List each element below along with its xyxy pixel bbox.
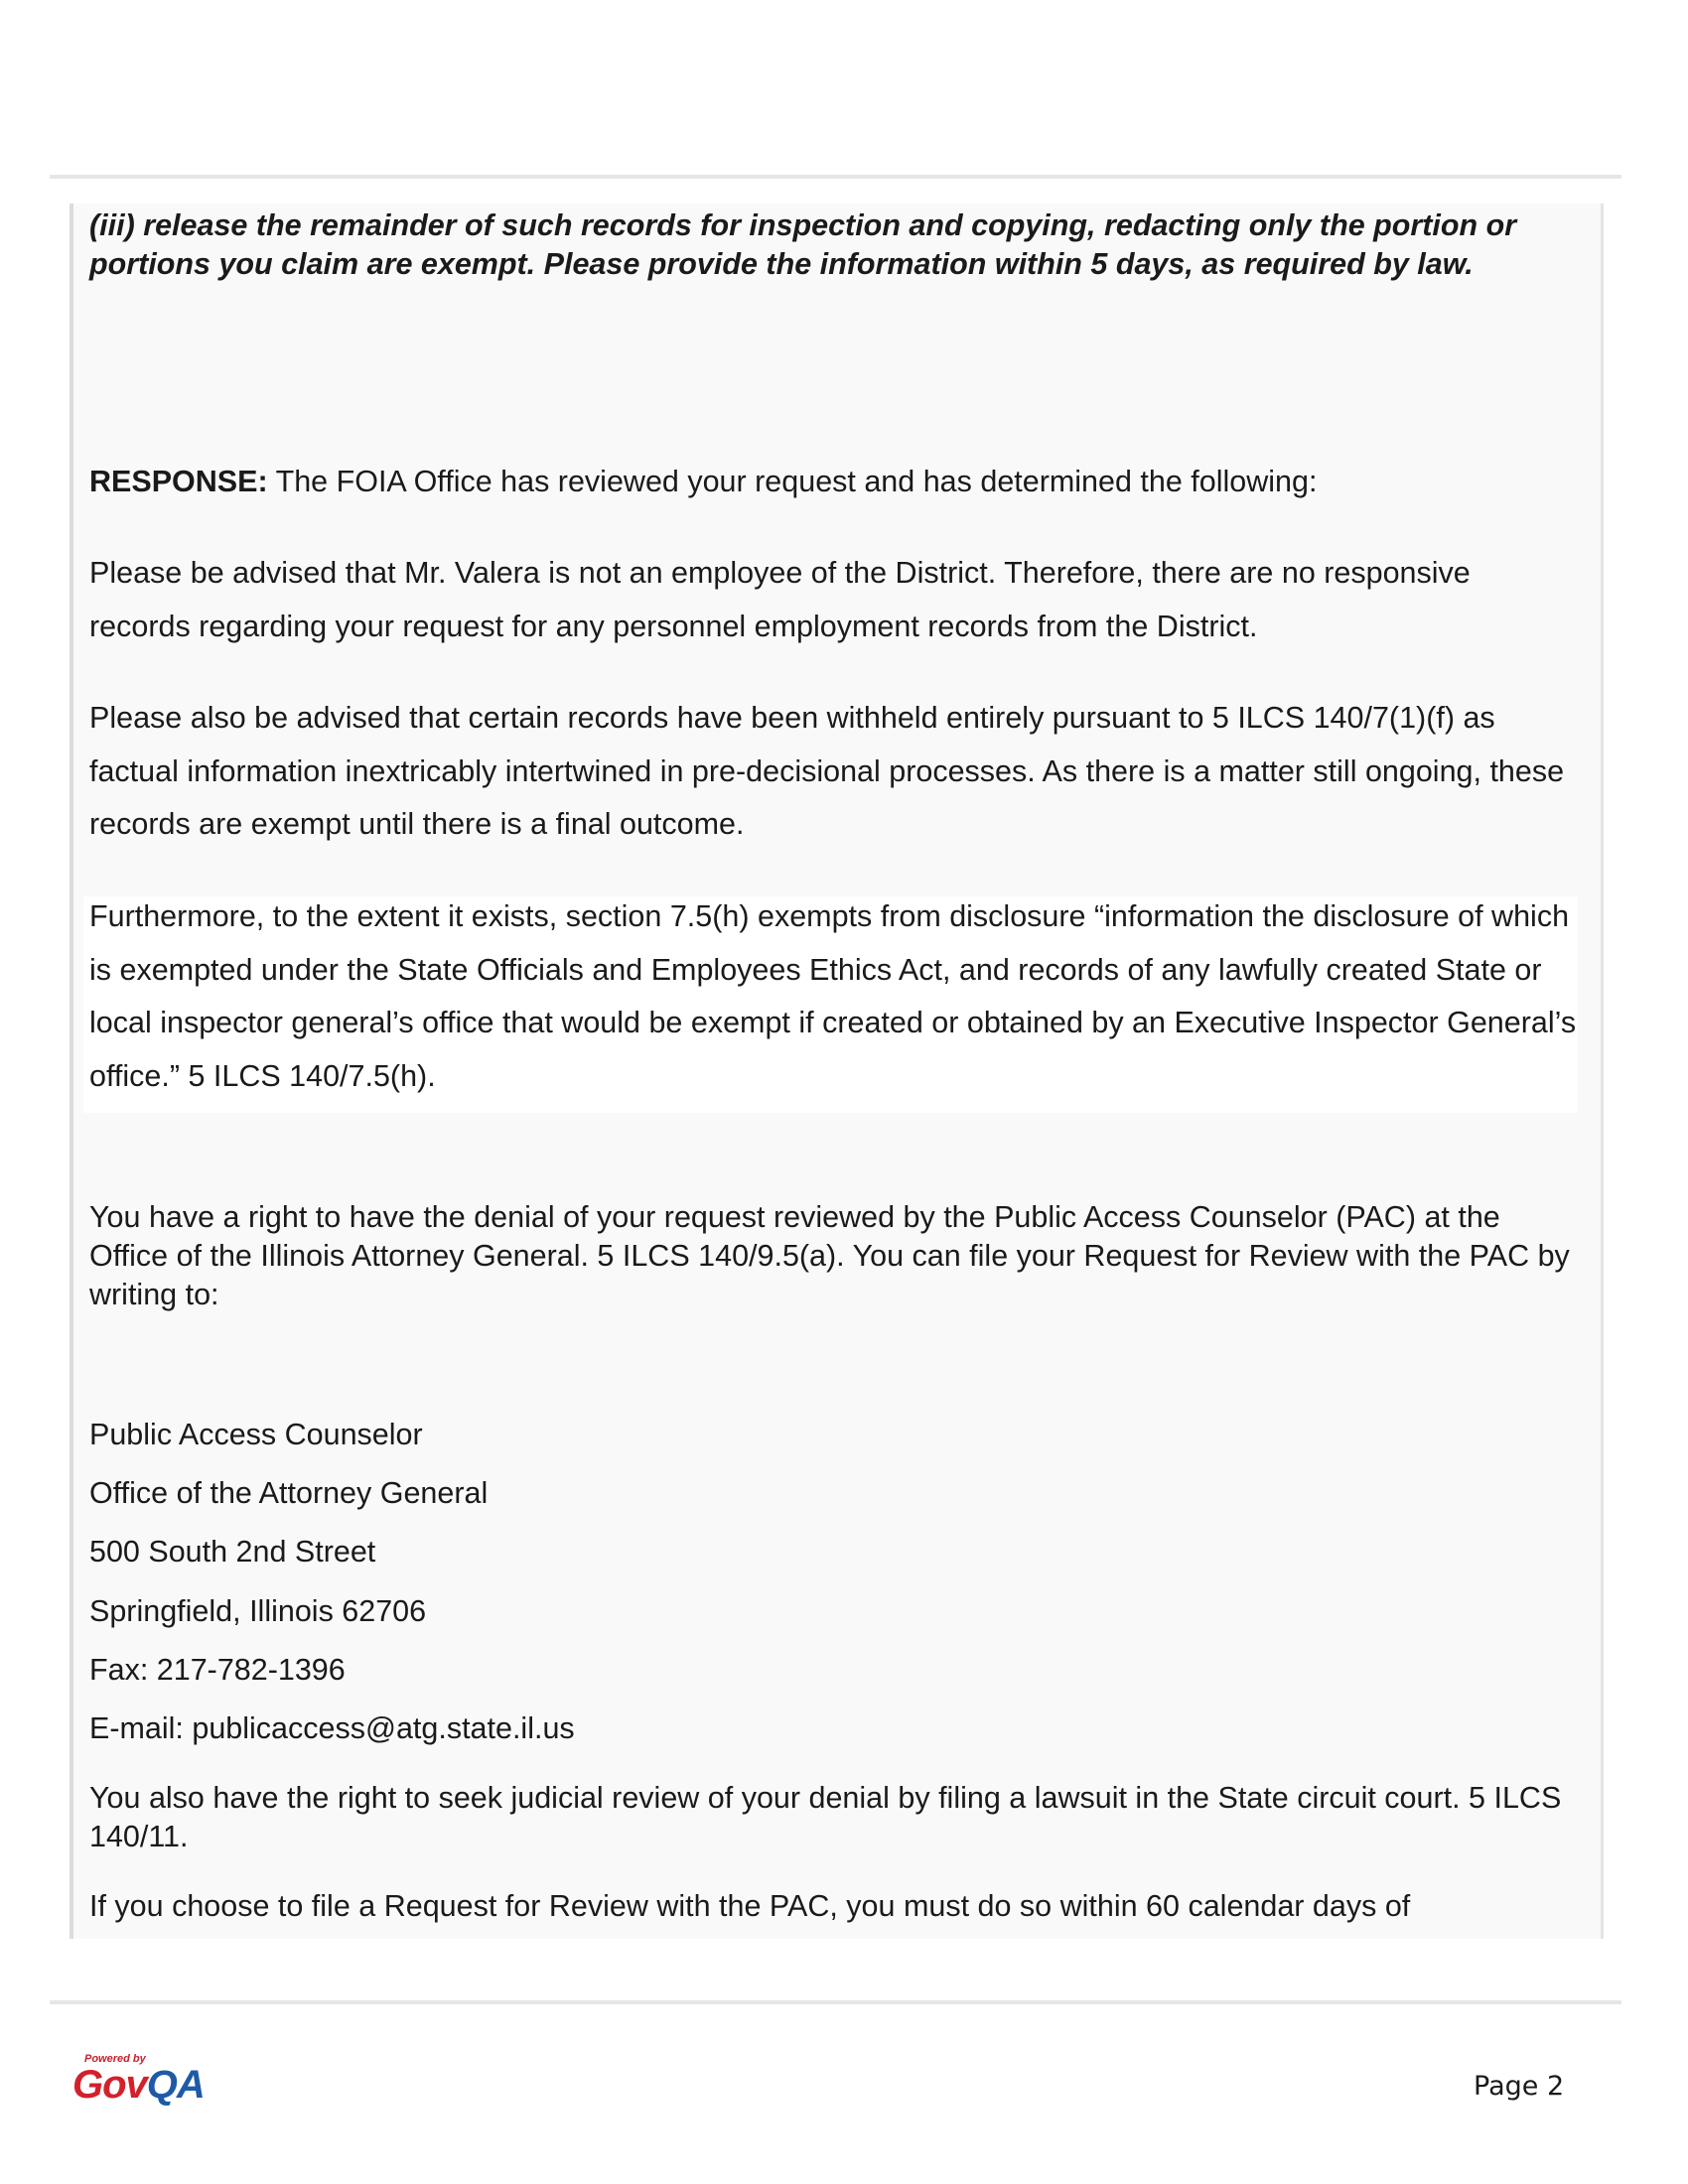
judicial-review-paragraph: You also have the right to seek judicial review of your denial by filing a lawsuit in the State circuit court. 5 ILCS 140/11. bbox=[89, 1781, 1562, 1853]
response-text: The FOIA Office has reviewed your request and has determined the following: bbox=[267, 465, 1318, 498]
letter-content bbox=[70, 204, 1604, 1939]
header-rule bbox=[50, 175, 1621, 179]
footer-rule bbox=[50, 2000, 1621, 2004]
brand-wordmark: GovQA bbox=[72, 2063, 205, 2107]
address-line-1: Public Access Counselor bbox=[89, 1418, 423, 1451]
address-line-4: Springfield, Illinois 62706 bbox=[89, 1594, 427, 1628]
response-paragraph bbox=[89, 462, 1579, 501]
not-employee-paragraph: Please be advised that Mr. Valera is not an employee of the District. Therefore, there are no responsive records regarding your request for any personnel employment records from the District. bbox=[89, 556, 1471, 643]
request-review-paragraph: If you choose to file a Request for Review with the PAC, you must do so within 60 calendar days of bbox=[89, 1889, 1411, 1923]
page-number: Page 2 bbox=[1474, 2071, 1565, 2102]
address-line-2: Office of the Attorney General bbox=[89, 1476, 489, 1510]
intro-paragraph: (iii) release the remainder of such records for inspection and copying, redacting only the portion or portions you claim are exempt. Please provide the information within 5 days, as required by law. bbox=[89, 208, 1517, 281]
furthermore-paragraph: Furthermore, to the extent it exists, section 7.5(h) exempts from disclosure “information the disclosure of which is exempted under the State Officials and Employees Ethics Act, and records of any lawfully created State or local inspector general’s office that would be exempt if created or obtained by an Executive Inspector General’s office.” 5 ILCS 140/7.5(h). bbox=[89, 899, 1577, 1093]
response-label: RESPONSE: bbox=[89, 465, 268, 498]
address-line-3: 500 South 2nd Street bbox=[89, 1535, 376, 1569]
review-right-paragraph: You have a right to have the denial of your request reviewed by the Public Access Counselor (PAC) at the Office of the Illinois Attorney General. 5 ILCS 140/9.5(a). You can file your Request for Review with the PAC by writing to: bbox=[89, 1200, 1570, 1311]
withheld-paragraph: Please also be advised that certain records have been withheld entirely pursuant to 5 ILCS 140/7(1)(f) as factual information inextricably intertwined in pre-decisional processes. As there is a matter still ongoing, these records are exempt until there is a final outcome. bbox=[89, 701, 1565, 841]
address-fax: Fax: 217-782-1396 bbox=[89, 1653, 346, 1687]
powered-by-label: Powered by bbox=[84, 2053, 146, 2065]
govqa-logo bbox=[72, 2053, 205, 2105]
address-email: E-mail: publicaccess@atg.state.il.us bbox=[89, 1711, 575, 1745]
